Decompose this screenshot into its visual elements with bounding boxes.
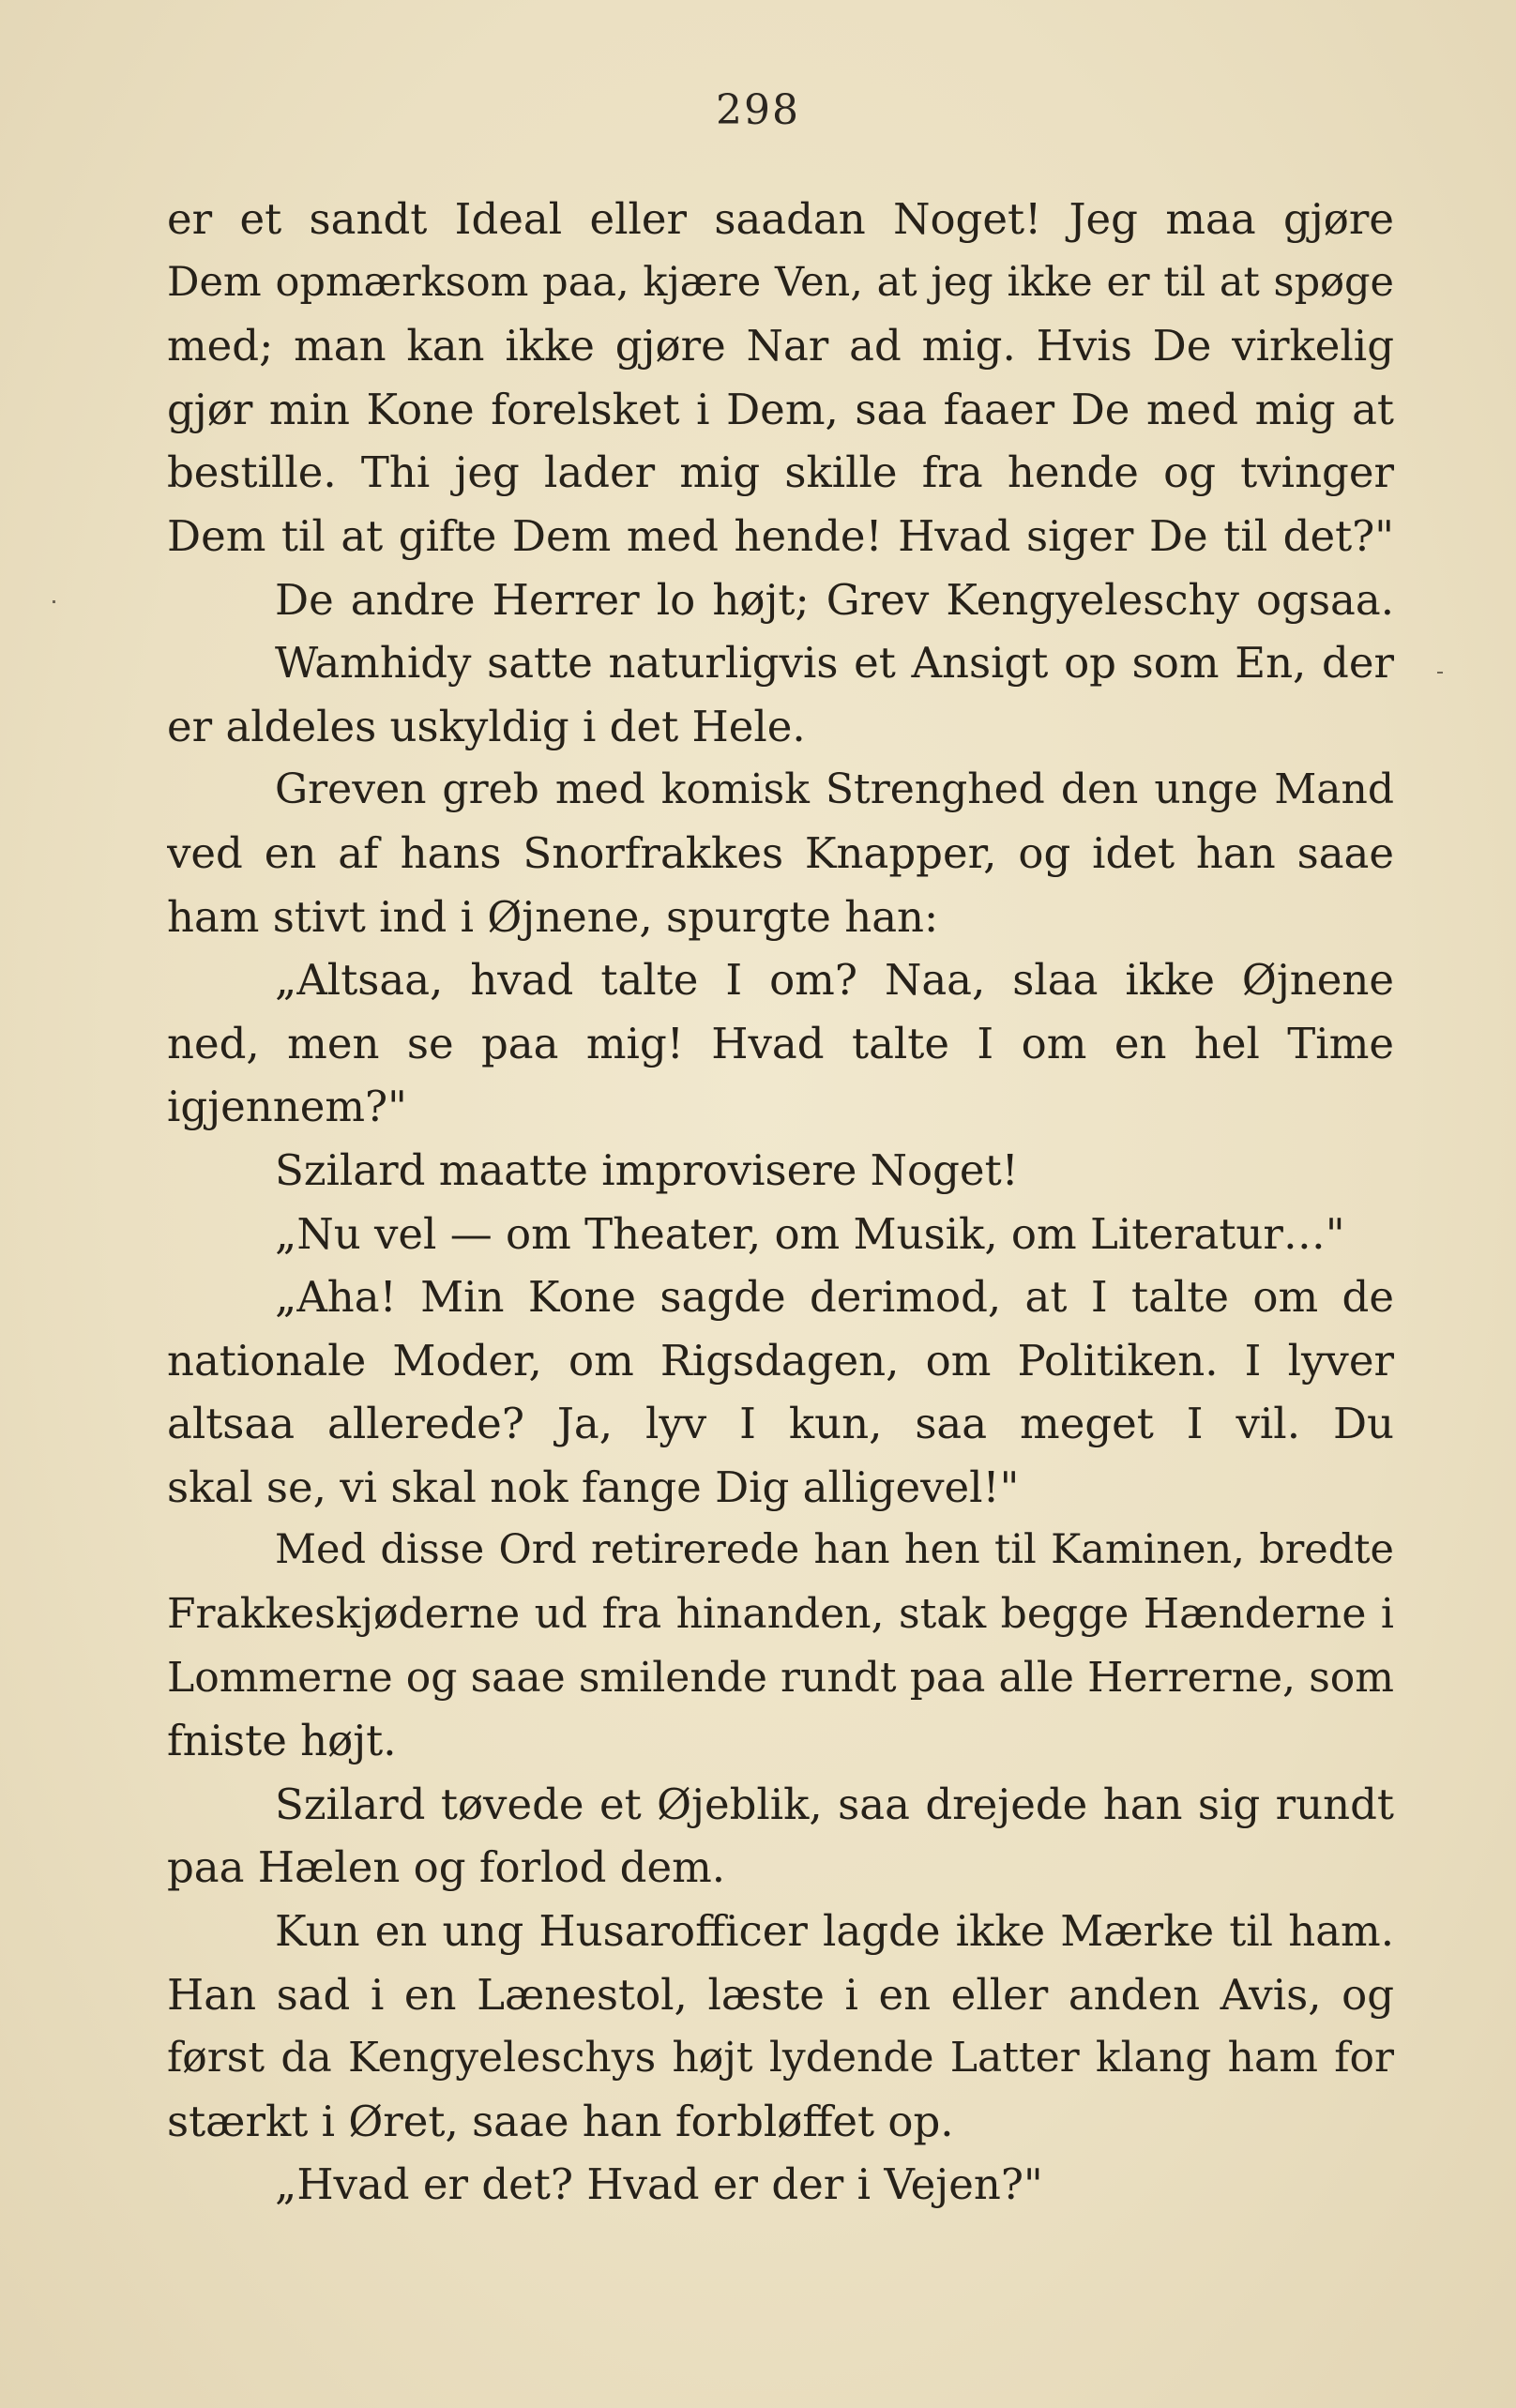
text-line: Dem opmærksom paa, kjære Ven, at jeg ikke er til at spøge [167,258,1394,306]
text-line: er aldeles uskyldig i det Hele. [167,701,806,751]
text-line: „Altsaa, hvad talte I om? Naa, slaa ikke Øjnene [275,955,1394,1006]
text-line: ved en af hans Snorfrakkes Knapper, og idet han saae [167,827,1394,878]
text-line: „Aha! Min Kone sagde derimod, at I talte om de [275,1272,1394,1323]
text-line: først da Kengyeleschys højt lydende Latter klang ham for [167,2034,1394,2082]
page-number: 298 [716,86,800,134]
text-line: Dem til at gifte Dem med hende! Hvad siger De til det?" [167,510,1394,561]
text-line: gjør min Kone forelsket i Dem, saa faaer De med mig at [167,384,1394,434]
text-line: skal se, vi skal nok fange Dig alligevel!" [167,1461,1020,1512]
print-speck [53,600,55,603]
text-line: ham stivt ind i Øjnene, spurgte han: [167,891,939,942]
body-text [167,188,1394,2217]
text-line: Frakkeskjøderne ud fra hinanden, stak begge Hænderne i [167,1590,1394,1639]
print-speck [1437,672,1443,674]
text-line: paa Hælen og forlod dem. [167,1842,726,1893]
text-line: Med disse Ord retirerede han hen til Kaminen, bredte [275,1526,1394,1574]
text-line: Kun en ung Husarofficer lagde ikke Mærke til ham. [275,1906,1394,1957]
text-line: De andre Herrer lo højt; Grev Kengyeleschy ogsaa. [275,574,1394,625]
text-line: Szilard maatte improvisere Noget! [275,1144,1019,1195]
text-line: stærkt i Øret, saae han forbløffet op. [167,2096,954,2146]
text-line: „Hvad er det? Hvad er der i Vejen?" [275,2159,1043,2210]
text-line: Greven greb med komisk Strenghed den unge Mand [275,765,1394,814]
text-line: bestille. Thi jeg lader mig skille fra hende og tvinger [167,447,1394,498]
text-line: altsaa allerede? Ja, lyv I kun, saa meget I vil. Du [167,1399,1394,1449]
text-line: nationale Moder, om Rigsdagen, om Politiken. I lyver [167,1335,1394,1386]
text-line: er et sandt Ideal eller saadan Noget! Jeg maa gjøre [167,194,1394,244]
text-line: fniste højt. [167,1716,397,1766]
text-line: ned, men se paa mig! Hvad talte I om en hel Time [167,1018,1394,1068]
text-line: Szilard tøvede et Øjeblik, saa drejede han sig rundt [275,1779,1394,1829]
text-line: Han sad i en Lænestol, læste i en eller anden Avis, og [167,1969,1394,2020]
text-line: Wamhidy satte naturligvis et Ansigt op som En, der [275,638,1394,689]
text-line: igjennem?" [167,1082,407,1132]
text-line: med; man kan ikke gjøre Nar ad mig. Hvis De virkelig [167,321,1394,371]
text-line: Lommerne og saae smilende rundt paa alle Herrerne, som [167,1653,1394,1702]
text-line: „Nu vel — om Theater, om Musik, om Literatur…" [275,1208,1345,1259]
